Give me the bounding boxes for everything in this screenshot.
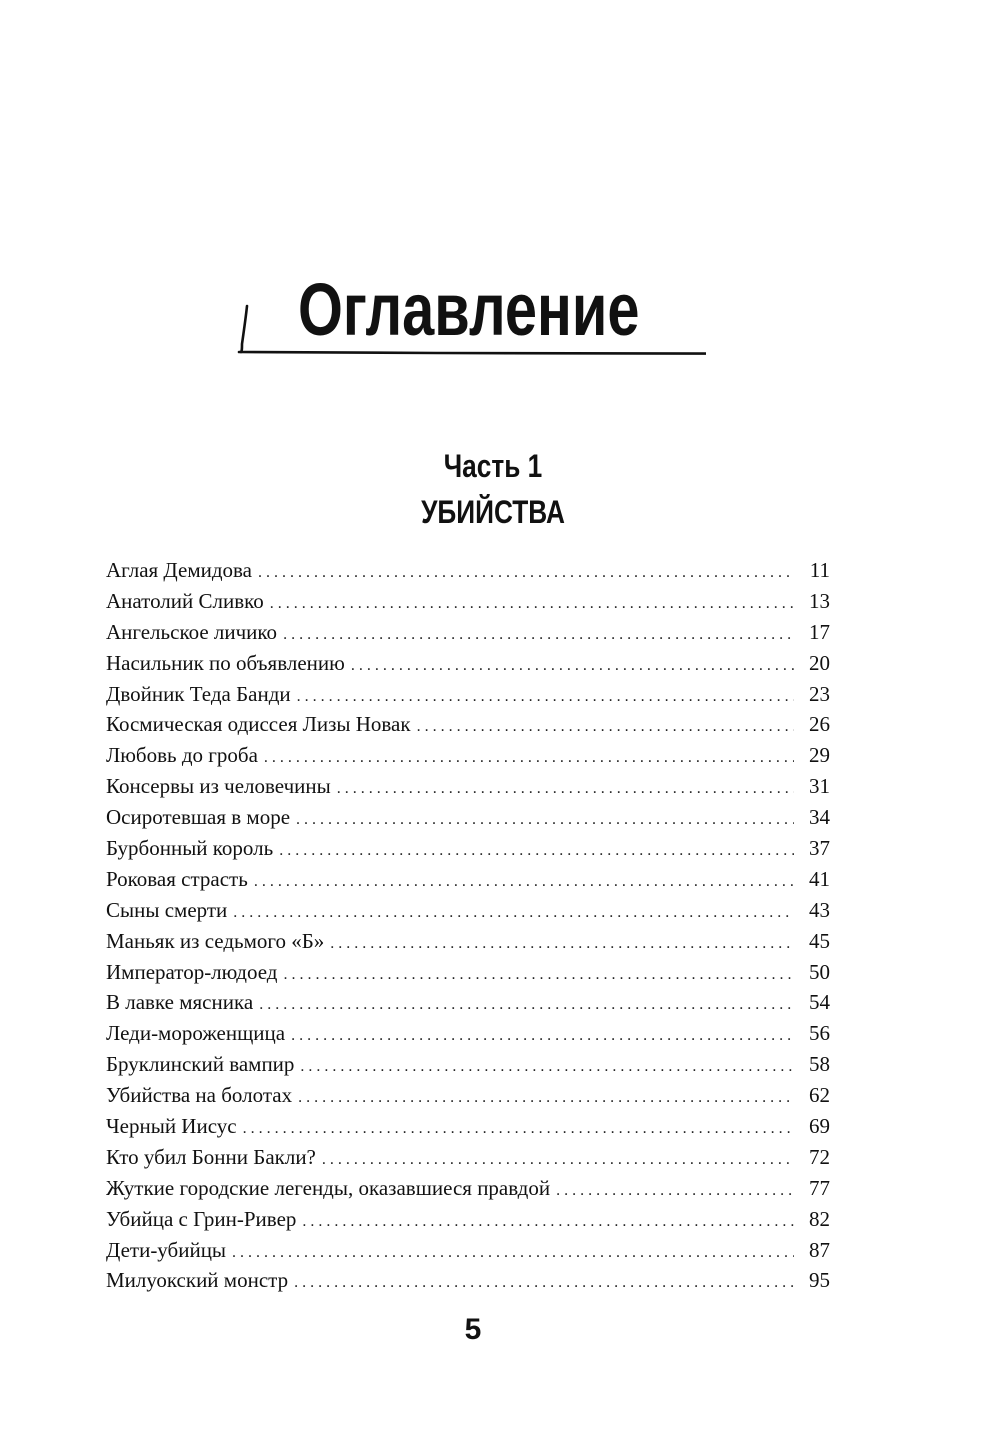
toc-entry-title: Милуокский монстр bbox=[106, 1268, 289, 1293]
part-heading bbox=[0, 446, 986, 534]
toc-entry-title: Император-людоед bbox=[106, 959, 278, 984]
toc-dot-leader bbox=[296, 805, 794, 836]
toc-entry-title: Аглая Демидова bbox=[106, 558, 252, 582]
toc-dot-leader bbox=[259, 990, 794, 1021]
toc-entry-page: 82 bbox=[809, 1206, 830, 1231]
page-number: 5 bbox=[464, 1313, 482, 1346]
toc-entry-title: Двойник Теда Банди bbox=[106, 681, 291, 706]
toc-entry[interactable] bbox=[106, 740, 830, 771]
toc-entry-page: 45 bbox=[809, 928, 830, 953]
toc-entry[interactable] bbox=[106, 1265, 830, 1296]
toc-entry[interactable] bbox=[106, 771, 830, 802]
toc-entry[interactable] bbox=[106, 802, 830, 833]
toc-entry-title: Убийства на болотах bbox=[106, 1083, 293, 1108]
toc-entry-title: Сыны смерти bbox=[106, 897, 228, 922]
toc-entry[interactable] bbox=[106, 1235, 830, 1266]
toc-dot-leader bbox=[243, 1114, 794, 1145]
toc-entry-page: 23 bbox=[809, 681, 830, 706]
toc-dot-leader bbox=[264, 743, 794, 774]
page-title: Оглавление bbox=[298, 268, 640, 351]
toc-entry-page: 50 bbox=[809, 959, 830, 984]
toc-entry[interactable] bbox=[106, 1204, 830, 1235]
toc-entry-page: 56 bbox=[809, 1021, 830, 1046]
toc-entry[interactable] bbox=[106, 648, 830, 679]
toc-entry-title: Маньяк из седьмого «Б» bbox=[106, 928, 325, 953]
toc-entry[interactable] bbox=[106, 1173, 830, 1204]
toc-entry-title: Леди-мороженщица bbox=[106, 1021, 286, 1046]
toc-dot-leader bbox=[283, 620, 794, 651]
toc-entry-page: 41 bbox=[809, 866, 830, 891]
toc-entry-page: 43 bbox=[809, 897, 830, 922]
toc-dot-leader bbox=[556, 1176, 794, 1207]
toc-dot-leader bbox=[232, 1238, 794, 1269]
toc-entry-page: 20 bbox=[809, 650, 830, 675]
toc-entry[interactable] bbox=[106, 1111, 830, 1142]
toc-entry-page: 58 bbox=[809, 1052, 830, 1077]
toc-entry[interactable] bbox=[106, 586, 830, 617]
toc-entry[interactable] bbox=[106, 833, 830, 864]
toc-dot-leader bbox=[297, 682, 794, 713]
toc-entry-title: Насильник по объявлению bbox=[106, 650, 345, 675]
toc-entry-page: 77 bbox=[809, 1175, 830, 1200]
toc-entry-page: 17 bbox=[809, 619, 830, 644]
toc-entry-title: Ангельское личико bbox=[106, 619, 278, 644]
toc-dot-leader bbox=[283, 960, 794, 991]
toc-entry[interactable] bbox=[106, 957, 830, 988]
toc-entry[interactable] bbox=[106, 864, 830, 895]
toc-entry[interactable] bbox=[106, 1080, 830, 1111]
toc-entry-page: 87 bbox=[809, 1237, 830, 1262]
toc-entry[interactable] bbox=[106, 679, 830, 710]
toc-entry-title: Космическая одиссея Лизы Новак bbox=[106, 712, 411, 737]
toc-entry-page: 34 bbox=[809, 805, 830, 830]
part-number: Часть 1 bbox=[443, 448, 543, 484]
toc-dot-leader bbox=[254, 867, 794, 898]
toc-dot-leader bbox=[258, 558, 794, 589]
toc-entry[interactable] bbox=[106, 709, 830, 740]
toc-dot-leader bbox=[270, 589, 794, 620]
toc-entry[interactable] bbox=[106, 926, 830, 957]
toc-entry-title: Консервы из человечины bbox=[106, 774, 331, 799]
toc-entry[interactable] bbox=[106, 895, 830, 926]
toc-entry-page: 37 bbox=[809, 836, 830, 861]
toc-entry[interactable] bbox=[106, 1142, 830, 1173]
toc-entry-page: 95 bbox=[809, 1268, 830, 1293]
toc-dot-leader bbox=[233, 898, 794, 929]
toc-entry-title: Осиротевшая в море bbox=[106, 805, 291, 830]
toc-dot-leader bbox=[279, 836, 794, 867]
toc-entry-page: 72 bbox=[809, 1144, 830, 1169]
toc-entry-page: 13 bbox=[809, 588, 830, 613]
toc-entry[interactable] bbox=[106, 555, 830, 586]
toc-entry-page: 54 bbox=[809, 990, 830, 1015]
toc-entry-title: Убийца с Грин-Ривер bbox=[106, 1206, 297, 1231]
toc-entry[interactable] bbox=[106, 1018, 830, 1049]
toc-entry-page: 29 bbox=[809, 743, 830, 768]
toc-entry-page: 26 bbox=[809, 712, 830, 737]
toc-entry-title: Любовь до гроба bbox=[106, 743, 258, 768]
toc-dot-leader bbox=[302, 1207, 794, 1238]
toc-dot-leader bbox=[417, 712, 794, 743]
title-underline-decoration bbox=[236, 304, 706, 360]
toc-dot-leader bbox=[298, 1083, 794, 1114]
toc-entry-title: Жуткие городские легенды, оказавшиеся правдой bbox=[106, 1175, 551, 1200]
toc-dot-leader bbox=[322, 1145, 794, 1176]
toc-entry[interactable] bbox=[106, 617, 830, 648]
toc-entry-title: Бурбонный король bbox=[106, 836, 274, 861]
toc-entry-title: Черный Иисус bbox=[106, 1114, 237, 1139]
toc-dot-leader bbox=[291, 1021, 794, 1052]
toc-entry-page: 11 bbox=[809, 558, 830, 582]
toc-entry-title: Анатолий Сливко bbox=[106, 588, 264, 613]
part-name: УБИЙСТВА bbox=[421, 494, 565, 530]
toc-entry[interactable] bbox=[106, 987, 830, 1018]
toc-entry-page: 62 bbox=[809, 1083, 830, 1108]
toc-entry-title: В лавке мясника bbox=[106, 990, 254, 1015]
toc-dot-leader bbox=[351, 651, 794, 682]
toc-dot-leader bbox=[294, 1268, 794, 1299]
toc-entry-title: Роковая страсть bbox=[106, 866, 248, 891]
toc-entry-page: 69 bbox=[809, 1114, 830, 1139]
toc-dot-leader bbox=[337, 774, 794, 805]
toc-entry-title: Кто убил Бонни Бакли? bbox=[106, 1144, 316, 1169]
toc-entry-title: Дети-убийцы bbox=[106, 1237, 227, 1262]
toc-entry-page: 31 bbox=[809, 774, 830, 799]
toc-dot-leader bbox=[330, 929, 794, 960]
toc-entry-title: Бруклинский вампир bbox=[106, 1052, 295, 1077]
toc-dot-leader bbox=[300, 1052, 794, 1083]
table-of-contents bbox=[106, 555, 830, 1296]
toc-entry[interactable] bbox=[106, 1049, 830, 1080]
